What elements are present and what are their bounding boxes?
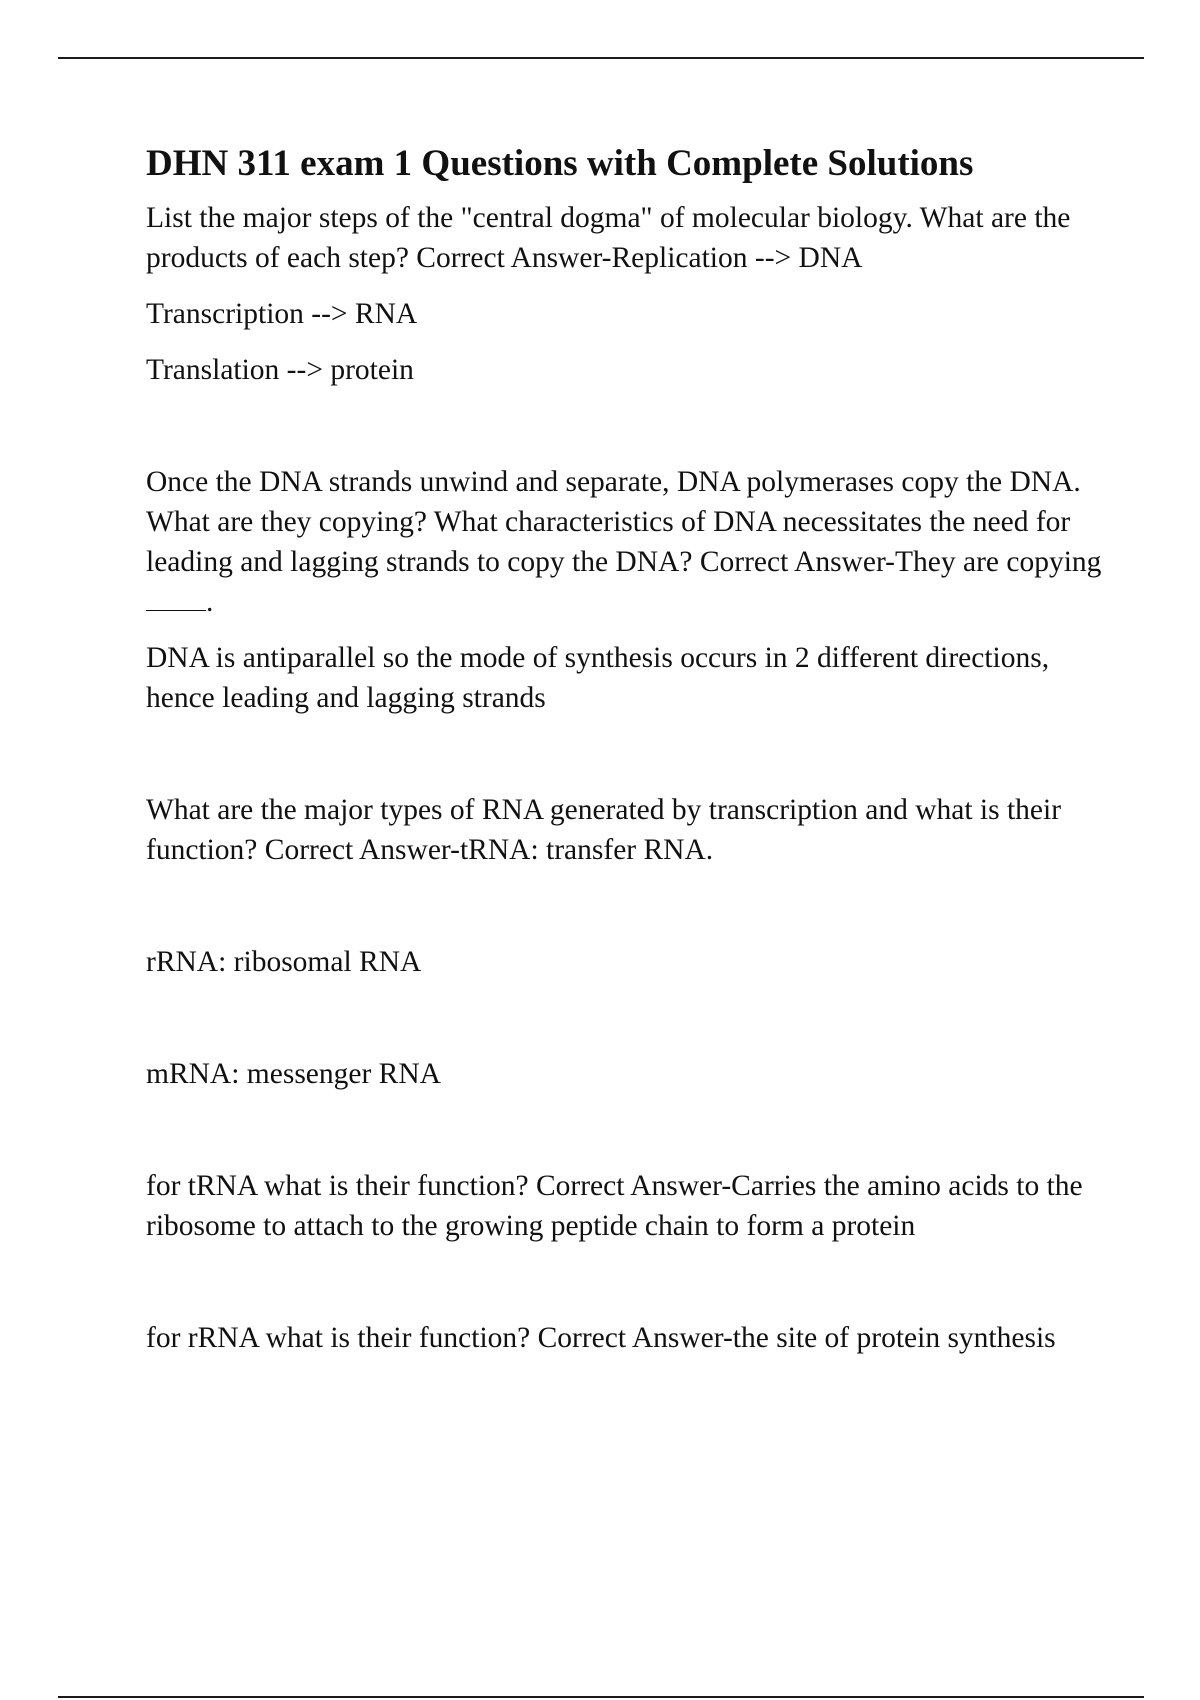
answer-blank	[146, 584, 206, 611]
question-3-answer-line-2: rRNA: ribosomal RNA	[146, 946, 422, 978]
question-1-answer-line-3: Translation --> protein	[146, 354, 414, 386]
question-2-text-end: .	[206, 586, 214, 618]
question-5-text: for rRNA what is their function? Correct Answer-the site of protein synthesis	[146, 1322, 1056, 1354]
question-2	[146, 462, 1106, 718]
header-rule	[58, 57, 1144, 59]
question-1-answer-line-2: Transcription --> RNA	[146, 298, 418, 330]
question-3-text: What are the major types of RNA generated by transcription and what is their function? Correct Answer-tRNA: transfer RNA.	[146, 794, 1062, 866]
question-2-answer-line-2: DNA is antiparallel so the mode of synthesis occurs in 2 different directions, hence leading and lagging strands	[146, 642, 1050, 714]
question-2-text-main: Once the DNA strands unwind and separate, DNA polymerases copy the DNA. What are they copying? What characteristics of DNA necessitates the need for leading and lagging strands to copy the DNA? Correct Answer-They are copying	[146, 466, 1102, 578]
question-3	[146, 790, 1106, 1094]
question-4-text: for tRNA what is their function? Correct Answer-Carries the amino acids to the ribosome to attach to the growing peptide chain to form a protein	[146, 1170, 1083, 1242]
question-3-answer-line-3: mRNA: messenger RNA	[146, 1058, 441, 1090]
question-1-text: List the major steps of the "central dogma" of molecular biology. What are the products of each step? Correct Answer-Replication --> DNA	[146, 202, 1071, 274]
document-title: DHN 311 exam 1 Questions with Complete Solutions	[146, 143, 974, 184]
question-4	[146, 1166, 1106, 1246]
document-page	[146, 142, 1106, 1358]
footer-rule	[58, 1696, 1144, 1698]
question-1	[146, 198, 1106, 390]
question-2-text	[146, 462, 1106, 622]
question-5	[146, 1318, 1106, 1358]
